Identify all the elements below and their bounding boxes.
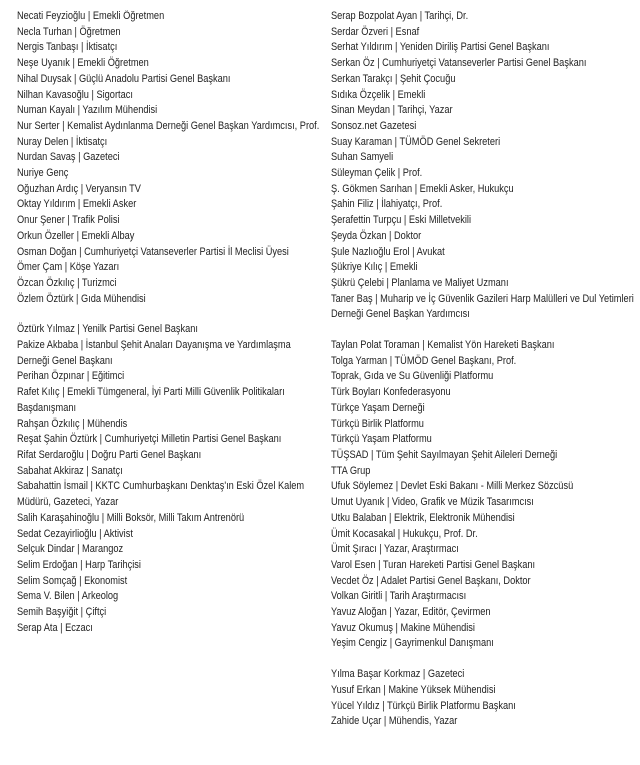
list-item: Necati Feyzioğlu | Emekli Öğretmen (17, 10, 165, 22)
list-item: Suay Karaman | TÜMÖD Genel Sekreteri (331, 135, 501, 148)
list-item: Şule Nazlıoğlu Erol | Avukat (331, 245, 445, 258)
list-item: Volkan Giritli | Tarih Araştırmacısı (331, 590, 467, 603)
list-item: Suhan Samyeli (331, 151, 394, 164)
signatories-column-left (17, 9, 324, 636)
list-item: Yeşim Cengiz | Gayrimenkul Danışmanı (331, 637, 494, 650)
signatory-group (17, 9, 324, 307)
list-item: Nuray Delen | İktisatçı (17, 135, 108, 148)
list-item: TTA Grup (331, 464, 371, 477)
list-item: Serap Bozpolat Ayan | Tarihçi, Dr. (331, 10, 469, 22)
list-item: Rahşan Özkılıç | Mühendis (17, 417, 128, 430)
list-item: Reşat Şahin Öztürk | Cumhuriyetçi Milletin Partisi Genel Başkanı (17, 433, 282, 446)
list-item: Özcan Özkılıç | Turizmci (17, 276, 117, 289)
list-item: Şahin Filiz | İlahiyatçı, Prof. (331, 198, 443, 211)
signatory-group (331, 338, 638, 652)
list-item: Semih Başyiğit | Çiftçi (17, 606, 107, 619)
list-item: Türkçü Birlik Platformu (331, 417, 424, 430)
list-item: Şerafettin Turpçu | Eski Milletvekili (331, 214, 472, 227)
list-item: Türkçü Yaşam Platformu (331, 433, 432, 446)
list-item: Toprak, Gıda ve Su Güvenliği Platformu (331, 370, 494, 383)
list-item: Nurdan Savaş | Gazeteci (17, 151, 120, 164)
list-item: Nur Serter | Kemalist Aydınlanma Derneği Genel Başkan Yardımcısı, Prof. (17, 119, 320, 132)
list-item: Serhat Yıldırım | Yeniden Diriliş Partisi Genel Başkanı (331, 41, 550, 54)
signatory-group (331, 9, 638, 323)
list-item: Sabahattin İsmail | KKTC Cumhurbaşkanı Denktaş'ın Eski Özel Kalem Müdürü, Gazeteci, Yazar (17, 480, 305, 509)
list-item: Neşe Uyanık | Emekli Öğretmen (17, 57, 149, 70)
list-item: Sema V. Bilen | Arkeolog (17, 590, 119, 603)
list-item: Oktay Yıldırım | Emekli Asker (17, 198, 137, 211)
list-item: Tolga Yarman | TÜMÖD Genel Başkanı, Prof. (331, 354, 517, 367)
list-item: Selçuk Dindar | Marangoz (17, 543, 124, 556)
list-item: Ümit Şıracı | Yazar, Araştırmacı (331, 543, 459, 556)
list-item: Rafet Kılıç | Emekli Tümgeneral, İyi Parti Milli Güvenlik Politikaları Başdanışmanı (17, 386, 285, 414)
list-item: Serkan Öz | Cumhuriyetçi Vatanseverler Partisi Genel Başkanı (331, 57, 587, 70)
signatory-group (331, 667, 638, 730)
list-item: Yusuf Erkan | Makine Yüksek Mühendisi (331, 683, 496, 696)
list-item: Selim Somçağ | Ekonomist (17, 574, 128, 587)
list-item: Necla Turhan | Öğretmen (17, 25, 121, 38)
list-item: Nilhan Kavasoğlu | Sigortacı (17, 88, 133, 101)
list-item: Numan Kayalı | Yazılım Mühendisi (17, 104, 158, 117)
list-item: Sabahat Akkiraz | Sanatçı (17, 464, 123, 477)
list-item: Taylan Polat Toraman | Kemalist Yön Hareketi Başkanı (331, 339, 555, 352)
list-item: Sedat Cezayirlioğlu | Aktivist (17, 527, 133, 540)
list-item: Ümit Kocasakal | Hukukçu, Prof. Dr. (331, 527, 478, 540)
list-item: Pakize Akbaba | İstanbul Şehit Anaları Dayanışma ve Yardımlaşma Derneği Genel Başkanı (17, 339, 291, 367)
list-item: Nuriye Genç (17, 167, 69, 180)
list-item: Ömer Çam | Köşe Yazarı (17, 261, 120, 274)
list-item: Osman Doğan | Cumhuriyetçi Vatanseverler Partisi İl Meclisi Üyesi (17, 245, 289, 258)
list-item: Yavuz Aloğan | Yazar, Editör, Çevirmen (331, 606, 491, 619)
list-item: Şükriye Kılıç | Emekli (331, 261, 418, 274)
list-item: Varol Esen | Turan Hareketi Partisi Genel Başkanı (331, 558, 536, 571)
signatory-group (17, 322, 324, 636)
list-item: Utku Balaban | Elektrik, Elektronik Mühendisi (331, 511, 515, 524)
signatories-column-right (331, 9, 638, 730)
list-item: Süleyman Çelik | Prof. (331, 167, 423, 180)
list-item: Türkçe Yaşam Derneği (331, 401, 425, 414)
list-item: Vecdet Öz | Adalet Partisi Genel Başkanı, Doktor (331, 574, 531, 587)
list-item: Umut Uyanık | Video, Grafik ve Müzik Tasarımcısı (331, 496, 534, 509)
list-item: Nihal Duysak | Güçlü Anadolu Partisi Genel Başkanı (17, 72, 231, 85)
list-item: Taner Baş | Muharip ve İç Güvenlik Gazileri Harp Malülleri ve Dul Yetimleri Derneği Genel Başkan Yardımcısı (331, 292, 634, 321)
list-item: Ufuk Söylemez | Devlet Eski Bakanı - Milli Merkez Sözcüsü (331, 480, 574, 493)
list-item: Serap Ata | Eczacı (17, 621, 93, 634)
list-item: Sinan Meydan | Tarihçi, Yazar (331, 104, 453, 117)
list-item: Sıdıka Özçelik | Emekli (331, 88, 426, 101)
list-item: Ş. Gökmen Sarıhan | Emekli Asker, Hukukçu (331, 182, 514, 195)
list-item: Yılma Başar Korkmaz | Gazeteci (331, 668, 465, 681)
list-item: Onur Şener | Trafik Polisi (17, 214, 120, 227)
list-item: Serkan Tarakçı | Şehit Çocuğu (331, 72, 456, 85)
list-item: Şükrü Çelebi | Planlama ve Maliyet Uzmanı (331, 276, 509, 289)
list-item: Şeyda Özkan | Doktor (331, 229, 422, 242)
list-item: Orkun Özeller | Emekli Albay (17, 229, 135, 242)
list-item: Nergis Tanbaşı | İktisatçı (17, 41, 118, 54)
list-item: Zahide Uçar | Mühendis, Yazar (331, 715, 458, 728)
list-item: Sonsoz.net Gazetesi (331, 119, 417, 132)
list-item: Serdar Özveri | Esnaf (331, 25, 420, 38)
list-item: Rifat Serdaroğlu | Doğru Parti Genel Başkanı (17, 448, 202, 461)
list-item: Perihan Özpınar | Eğitimci (17, 370, 125, 383)
list-item: Öztürk Yılmaz | Yenilk Partisi Genel Başkanı (17, 323, 198, 336)
list-item: TÜŞSAD | Tüm Şehit Sayılmayan Şehit Aileleri Derneği (331, 448, 558, 461)
list-item: Türk Boyları Konfederasyonu (331, 386, 451, 399)
list-item: Selim Erdoğan | Harp Tarihçisi (17, 558, 141, 571)
list-item: Oğuzhan Ardıç | Veryansın TV (17, 182, 141, 195)
list-item: Salih Karaşahinoğlu | Milli Boksör, Milli Takım Antrenörü (17, 511, 245, 524)
list-item: Özlem Öztürk | Gıda Mühendisi (17, 292, 146, 305)
list-item: Yücel Yıldız | Türkçü Birlik Platformu Başkanı (331, 699, 516, 712)
list-item: Yavuz Okumuş | Makine Mühendisi (331, 621, 475, 634)
